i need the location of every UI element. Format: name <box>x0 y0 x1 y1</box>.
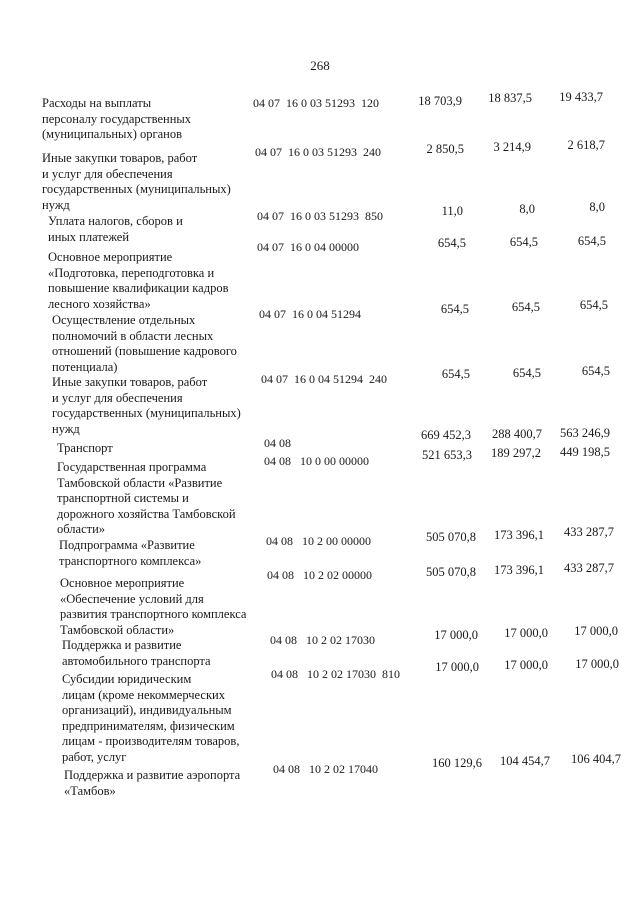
value-year-1: 521 653,3 <box>422 448 472 462</box>
value-year-1: 505 070,8 <box>426 565 476 579</box>
item-code: 04 07 16 0 04 51294 240 <box>261 372 387 386</box>
value-year-2: 17 000,0 <box>504 626 548 640</box>
value-year-2: 189 297,2 <box>491 446 541 460</box>
item-code: 04 07 16 0 03 51293 850 <box>257 209 383 223</box>
value-year-2: 3 214,9 <box>493 140 531 154</box>
value-year-2: 173 396,1 <box>494 563 544 577</box>
value-year-2: 654,5 <box>509 235 538 249</box>
item-code: 04 07 16 0 03 51293 120 <box>253 96 379 110</box>
item-code: 04 08 10 2 02 00000 <box>267 568 372 582</box>
item-name: Подпрограмма «Развитие транспортного комплекса» <box>59 538 202 568</box>
value-year-3: 654,5 <box>581 364 610 378</box>
value-year-3: 17 000,0 <box>575 657 619 671</box>
value-year-3: 433 287,7 <box>564 525 614 539</box>
item-code: 04 08 10 0 00 00000 <box>264 454 369 468</box>
value-year-1: 669 452,3 <box>421 428 471 442</box>
item-name: Государственная программа Тамбовской области «Развитие транспортной системы и дорожного хозяйства Тамбовской области» <box>57 460 236 536</box>
item-code: 04 07 16 0 04 51294 <box>259 307 361 321</box>
value-year-2: 18 837,5 <box>488 91 532 105</box>
value-year-3: 433 287,7 <box>564 561 614 575</box>
value-year-2: 8,0 <box>519 202 535 216</box>
value-year-3: 563 246,9 <box>560 426 610 440</box>
value-year-1: 654,5 <box>441 367 470 381</box>
value-year-3: 2 618,7 <box>567 138 605 152</box>
value-year-1: 2 850,5 <box>426 142 464 156</box>
item-code: 04 08 10 2 02 17030 <box>270 633 375 647</box>
item-name: Иные закупки товаров, работ и услуг для обеспечения государственных (муниципальных) нужд <box>42 151 231 212</box>
value-year-1: 505 070,8 <box>426 530 476 544</box>
value-year-2: 654,5 <box>512 366 541 380</box>
item-name: Субсидии юридическим лицам (кроме некоммерческих организаций), индивидуальным предпринимателям, физическим лицам - производителям товаров, работ, услуг <box>62 672 240 764</box>
value-year-3: 106 404,7 <box>571 752 621 766</box>
value-year-1: 160 129,6 <box>432 756 482 770</box>
value-year-1: 11,0 <box>441 204 463 218</box>
value-year-3: 654,5 <box>577 234 606 248</box>
item-code: 04 08 10 2 02 17030 810 <box>271 667 400 681</box>
value-year-1: 654,5 <box>440 302 469 316</box>
value-year-3: 449 198,5 <box>560 445 610 459</box>
value-year-3: 19 433,7 <box>559 90 603 104</box>
value-year-1: 17 000,0 <box>435 660 479 674</box>
value-year-2: 104 454,7 <box>500 754 550 768</box>
value-year-1: 17 000,0 <box>434 628 478 642</box>
item-name: Поддержка и развитие автомобильного транспорта <box>62 638 211 668</box>
item-name: Основное мероприятие «Подготовка, переподготовка и повышение квалификации кадров лесного хозяйства» <box>48 250 229 311</box>
value-year-3: 17 000,0 <box>574 624 618 638</box>
value-year-2: 288 400,7 <box>492 427 542 441</box>
item-name: Поддержка и развитие аэропорта «Тамбов» <box>64 768 241 798</box>
value-year-3: 8,0 <box>589 200 605 214</box>
item-code: 04 08 10 2 02 17040 <box>273 762 378 776</box>
value-year-3: 654,5 <box>579 298 608 312</box>
value-year-2: 173 396,1 <box>494 528 544 542</box>
item-name: Основное мероприятие «Обеспечение условий для развития транспортного комплекса Тамбовской области» <box>60 576 247 637</box>
item-code: 04 08 <box>264 436 291 450</box>
value-year-2: 17 000,0 <box>504 658 548 672</box>
value-year-1: 18 703,9 <box>418 94 462 108</box>
page-number: 268 <box>310 58 330 73</box>
item-name: Иные закупки товаров, работ и услуг для обеспечения государственных (муниципальных) нужд <box>52 375 241 436</box>
item-name: Расходы на выплаты персоналу государственных (муниципальных) органов <box>42 96 192 141</box>
item-name: Транспорт <box>57 441 113 455</box>
item-name: Уплата налогов, сборов и иных платежей <box>48 214 183 244</box>
value-year-2: 654,5 <box>511 300 540 314</box>
value-year-1: 654,5 <box>437 236 466 250</box>
item-code: 04 07 16 0 04 00000 <box>257 240 359 254</box>
item-code: 04 07 16 0 03 51293 240 <box>255 145 381 159</box>
item-code: 04 08 10 2 00 00000 <box>266 534 371 548</box>
item-name: Осуществление отдельных полномочий в области лесных отношений (повышение кадрового потенциала) <box>52 313 237 374</box>
